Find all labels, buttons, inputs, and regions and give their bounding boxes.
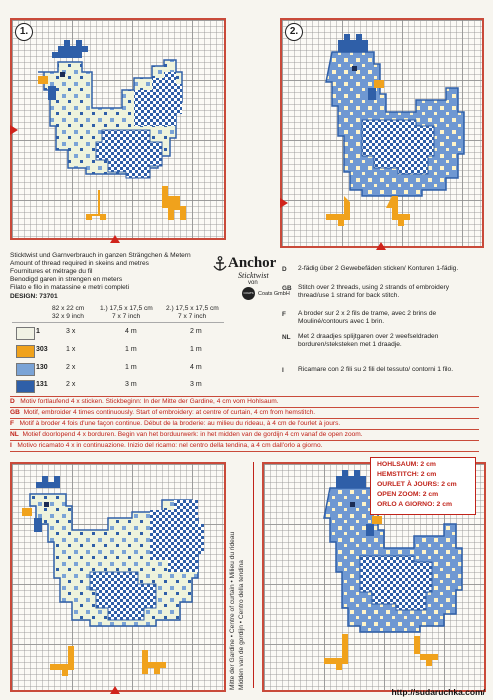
source-watermark: http://sudaruchka.com/: [391, 687, 485, 697]
coats-logo: [242, 287, 255, 300]
table-header: 7 x 7 inch: [112, 313, 141, 320]
table-header-rule: [12, 322, 224, 323]
motif-text: Motief doorlopend 4 x borduren. Begin van het borduurwerk: in het midden van de gordijn 4 cm vanaf de open zoom.: [22, 431, 363, 438]
motif-text: Motiv fortlaufend 4 x sticken. Stickbeginn: In der Mitte der Gardine, 4 cm vom Hohlsaum.: [20, 398, 279, 405]
skeins: 3 x: [66, 328, 76, 335]
divider: [10, 407, 479, 408]
metres-2: 3 m: [190, 381, 202, 388]
metres-1: 4 m: [125, 328, 137, 335]
thread-code: 303: [36, 346, 48, 353]
center-marker-bottom: [110, 686, 120, 694]
table-header: 7 x 7 inch: [178, 313, 207, 320]
instruction-text: A broder sur 2 x 2 fils de trame, avec 2 brins de Mouliné/contours avec 1 brin.: [298, 310, 437, 326]
info-line: Filato e filo in matassine e metri completi: [10, 284, 130, 291]
hen-motif-cream: [12, 20, 224, 238]
motif-line: [10, 409, 315, 416]
center-marker-bottom: [376, 242, 386, 250]
lang-tag: NL: [282, 334, 291, 341]
brand-sub: Sticktwist: [238, 271, 269, 280]
metres-1: 1 m: [125, 346, 137, 353]
center-marker-left: [280, 198, 288, 208]
thread-code: 131: [36, 381, 48, 388]
center-marker-left: [10, 125, 18, 135]
hen-motif-blue: [282, 20, 482, 246]
chart-2: [280, 18, 484, 248]
brand-name: Anchor: [228, 255, 277, 271]
motif-line: [10, 431, 363, 438]
table-header: 32 x 9 inch: [52, 313, 84, 320]
anchor-icon: [213, 256, 227, 272]
motif-line: [10, 420, 340, 427]
info-line: Amount of thread required in skeins and metres: [10, 260, 149, 267]
chart-number: 1.: [15, 23, 33, 41]
chart-3: [10, 462, 226, 692]
hemstitch-line: HEMSTITCH: 2 cm: [377, 471, 437, 478]
lang-tag: D: [282, 266, 287, 273]
motif-text: Motivo ricamato 4 x in continuazione. Inizio del ricamo: nel centro della tendina, a 4 cm dall'orlo a giorno.: [17, 442, 323, 449]
hemstitch-line: ORLO A GIORNO: 2 cm: [377, 501, 453, 508]
instruction-text: Stitch over 2 threads, using 2 strands of embroidery thread/use 1 strand for back stitch.: [298, 284, 449, 300]
table-header: 1.) 17,5 x 17,5 cm: [100, 305, 153, 312]
motif-text: Motif à broder 4 fois d'une façon continue. Début de la broderie: au milieu du rideau, à 4 cm de l'ourlet à jours.: [19, 420, 341, 427]
color-swatch: [16, 380, 35, 393]
lang-tag: D: [10, 398, 15, 405]
motif-line: [10, 398, 279, 405]
center-line: [253, 462, 254, 688]
divider: [10, 440, 479, 441]
metres-2: 1 m: [190, 346, 202, 353]
hemstitch-box: [370, 457, 476, 515]
divider: [10, 429, 479, 430]
motif-text: Motif, embroider 4 times continuously. Start of embroidery: at centre of curtain, 4 cm from hemstitch.: [23, 409, 316, 416]
color-swatch: [16, 327, 35, 340]
hemstitch-line: OURLET À JOURS: 2 cm: [377, 481, 457, 488]
divider: [10, 396, 479, 397]
instruction-text: 2-fädig über 2 Gewebefäden sticken/ Konturen 1-fädig.: [298, 265, 459, 272]
center-label: Mitte der Gardine • Centre of curtain • Milieu du rideau: [229, 531, 236, 690]
instruction-text: Ricamare con 2 fili su 2 fili del tessuto/ contorni 1 filo.: [298, 366, 454, 373]
color-swatch: [16, 363, 35, 376]
lang-tag: NL: [10, 431, 19, 438]
info-line: Fournitures et métrage du fil: [10, 268, 93, 275]
table-header: 2.) 17,5 x 17,5 cm: [166, 305, 219, 312]
lang-tag: F: [282, 311, 286, 318]
skeins: 2 x: [66, 364, 76, 371]
metres-2: 2 m: [190, 328, 202, 335]
lang-tag: GB: [10, 409, 20, 416]
hemstitch-line: OPEN ZOOM: 2 cm: [377, 491, 439, 498]
design-number: DESIGN: 73701: [10, 293, 58, 300]
metres-2: 4 m: [190, 364, 202, 371]
brand-maker: Coats GmbH: [258, 291, 290, 297]
lang-tag: I: [10, 442, 12, 449]
lang-tag: F: [10, 420, 15, 427]
motif-line: [10, 442, 322, 449]
hen-motif-cream: [12, 464, 224, 690]
info-line: Benodigd garen in strengen en meters: [10, 276, 123, 283]
thread-code: 130: [36, 364, 48, 371]
divider: [10, 418, 479, 419]
divider: [10, 451, 479, 452]
coats-logo-text: COATS: [243, 291, 254, 295]
hemstitch-line: HOHLSAUM: 2 cm: [377, 461, 436, 468]
table-header: 82 x 22 cm: [52, 305, 85, 312]
skeins: 2 x: [66, 381, 76, 388]
info-line: Sticktwist und Garnverbrauch in ganzen Strängchen & Metern: [10, 252, 191, 259]
center-marker-bottom: [110, 235, 120, 243]
chart-1: [10, 18, 226, 240]
thread-code: 1: [36, 328, 40, 335]
instruction-text: Met 2 draadjes splijtgaren over 2 weefseldraden borduren/steksteken met 1 draadje.: [298, 333, 439, 349]
brand-von: von: [248, 280, 258, 286]
chart-number: 2.: [285, 23, 303, 41]
metres-1: 1 m: [125, 364, 137, 371]
lang-tag: GB: [282, 285, 292, 292]
lang-tag: I: [282, 367, 284, 374]
metres-1: 3 m: [125, 381, 137, 388]
center-label: Midden van de gordijn • Centro della tendina: [238, 560, 245, 690]
skeins: 1 x: [66, 346, 76, 353]
color-swatch: [16, 345, 35, 358]
